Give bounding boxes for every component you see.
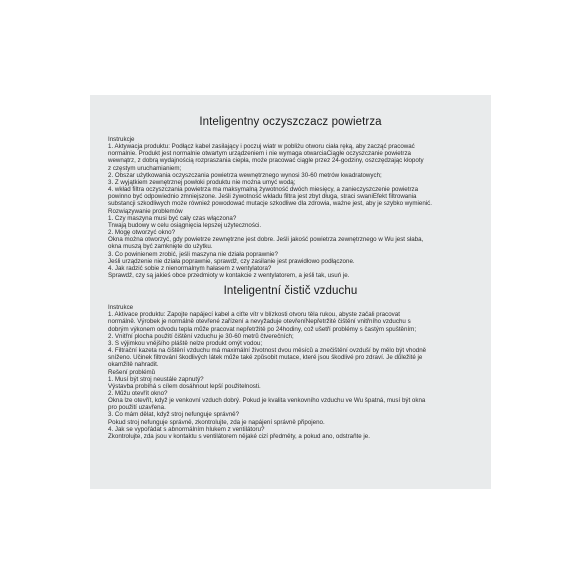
text-line: Zkontrolujte, zda jsou v kontaktu s ventilátorem nějaké cizí předměty, a pokud ano, odstraňte je. xyxy=(108,432,370,440)
text-line: okamžitě nahradit. xyxy=(108,361,159,369)
czech-section-title: Inteligentní čistič vzduchu xyxy=(223,285,358,298)
text-line: wewnątrz, z dobrą wydajnością rozpraszania ciepła, może pracować ciągle przez 24-godziny, oszczędzając kłopoty xyxy=(108,157,424,165)
text-line: 1. Aktywacja produktu: Podłącz kabel zasilający i poczuj wiatr w pobliżu otworu ciała ręką, aby zacząć pracować xyxy=(108,143,415,151)
text-line: powinno być odpowiednio zmniejszone. Jeśli żywotność wkładu filtra jest zbyt długa, straci swaniEfekt filtrowania xyxy=(108,193,417,201)
instruction-sheet xyxy=(90,95,491,489)
text-line: Okna można otworzyć, gdy powietrze zewnętrzne jest dobre. Jeśli jakość powietrza zewnętrznego w Wu jest słaba, xyxy=(108,236,424,244)
text-line: 4. Jak radzić sobie z nienormalnym hałasem z wentylatora? xyxy=(108,264,272,272)
text-line: 4. Jak se vypořádat s abnormálním hlukem z ventilátoru? xyxy=(108,425,265,433)
text-line: 2. Můžu otevřít okno? xyxy=(108,390,168,397)
text-line: 2. Obszar użytkowania oczyszczania powietrza wewnętrznego wynosi 30-60 metrów kwadratowych; xyxy=(108,171,382,179)
czech-section-text xyxy=(108,304,473,440)
text-line: Trwają budowy w celu osiągnięcia lepszej użyteczności. xyxy=(108,221,262,229)
text-line: sníženo. Účinek filtrování škodlivých látek může také způsobit mutace, které jsou škodlivé pro zdraví. Je důležité je xyxy=(108,354,423,362)
text-line: 2. Mogę otworzyć okno? xyxy=(108,229,176,237)
text-line: Výstavba probíhá s cílem dosáhnout lepší použitelnosti. xyxy=(108,382,261,390)
text-line: 1. Czy maszyna musi być cały czas włączona? xyxy=(108,214,237,222)
text-line: substancji szkodliwych może również powodować mutacje szkodliwe dla zdrowia, ważne jest, aby je szybko wymienić. xyxy=(108,200,432,208)
text-line: Okna lze otevřít, když je venkovní vzduch dobrý. Pokud je kvalita venkovního vzduchu ve Wu špatná, musí být okna xyxy=(108,397,426,405)
text-line: pro použití uzavřena. xyxy=(108,404,166,412)
text-line: 3. S výjimkou vnějšího pláště nelze produkt omýt vodou; xyxy=(108,339,263,347)
text-line: normálně. Výrobek je normálně otevřené zařízení a nevyžaduje otevřeníNepřetržité čištění vnitřního vzduchu s xyxy=(108,318,411,326)
text-line: Pokud stroj nefunguje správně, zkontrolujte, zda je napájení správně připojeno. xyxy=(108,418,325,426)
text-line: 4. wkład filtra oczyszczania powietrza ma maksymalną żywotność dwóch miesięcy, a zanieczyszczenie powietrza xyxy=(108,186,419,194)
text-line: 3. Z wyjątkiem zewnętrznej powłoki produktu nie można umyć wodą; xyxy=(108,178,296,186)
text-line: 1. Musí být stroj neustále zapnutý? xyxy=(108,375,204,383)
text-line: 2. Vnitřní plocha použití čištění vzduchu je 30-60 metrů čtverečních; xyxy=(108,332,294,340)
text-line: okna muszą być zamknięte do użytku. xyxy=(108,243,213,251)
text-line: Řešení problémů xyxy=(108,368,156,376)
text-line: Jeśli urządzenie nie działa poprawnie, sprawdź, czy zasilanie jest prawidłowo podłączone. xyxy=(108,257,355,265)
text-line: normalnie. Produkt jest normalnie otwartym urządzeniem i nie wymaga otwarciaCiągłe oczyszczanie powietrza xyxy=(108,150,411,158)
text-line: Instrukcje xyxy=(108,136,135,143)
text-line: Instrukce xyxy=(108,304,134,312)
text-line: Rozwiązywanie problemów xyxy=(108,207,183,215)
polish-section-text xyxy=(108,136,473,279)
polish-section-title: Inteligentny oczyszczacz powietrza xyxy=(199,116,382,128)
text-line: Sprawdź, czy są jakieś obce przedmioty w kontakcie z wentylatorem, a jeśli tak, usuń je. xyxy=(108,271,350,279)
text-line: 4. Filtrační kazeta na čištění vzduchu má maximální životnost dvou měsíců a znečištění ovzduší by mělo být vhodně xyxy=(108,347,427,355)
text-line: 1. Aktivace produktu: Zapojte napájecí kabel a ciťte vítr v blízkosti otvoru těla rukou, abyste začali pracovat xyxy=(108,311,400,319)
text-line: 3. Co mám dělat, když stroj nefunguje správně? xyxy=(108,411,240,419)
text-line: dobrým výkonem odvodu tepla může pracovat nepřetržitě po 24hodiny, což ušetří problémy s častým spuštěním; xyxy=(108,325,417,333)
text-line: 3. Co powinienem zrobić, jeśli maszyna nie działa poprawnie? xyxy=(108,250,278,258)
text-line: z częstym uruchamianiem; xyxy=(108,164,182,172)
